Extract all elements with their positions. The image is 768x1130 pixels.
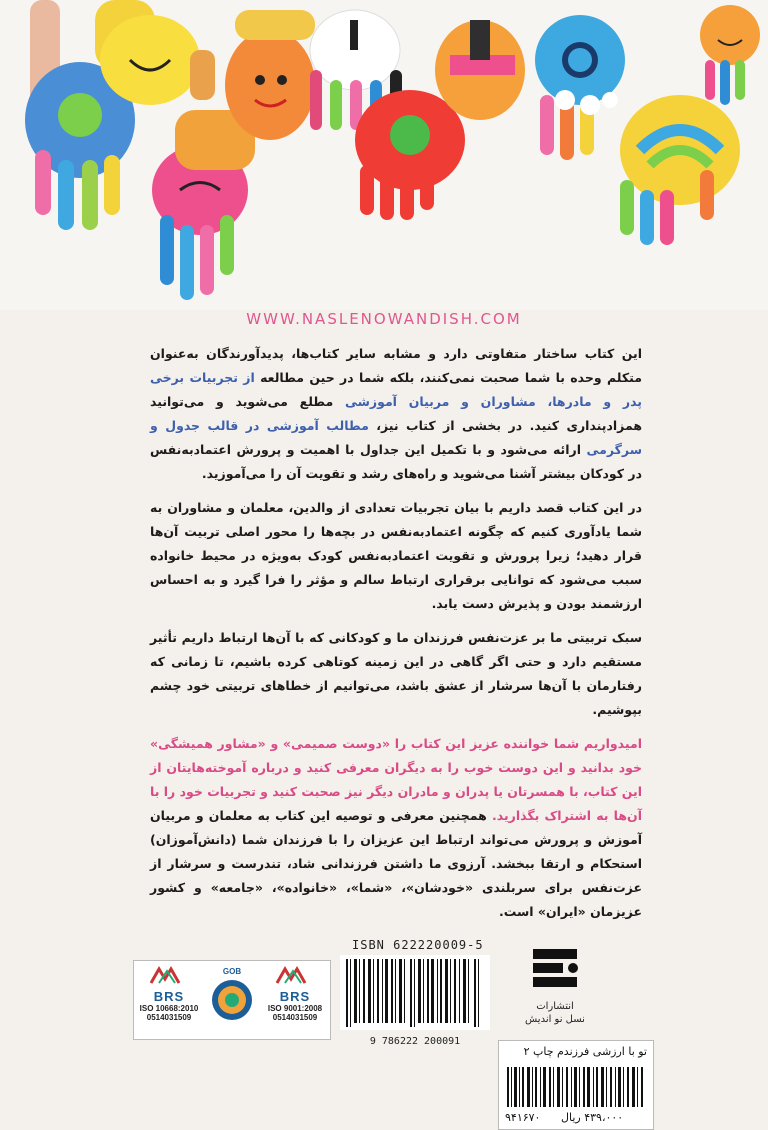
sticker-price: ۴۳۹،۰۰۰ ریال [561, 1111, 624, 1124]
price-sticker [498, 1040, 654, 1130]
p1-highlight-experiences: از تجربیات برخی پدر و مادرها، مشاوران و مربیان آموزشی [150, 370, 642, 409]
publisher-logo [505, 945, 605, 1045]
isbn-barcode [340, 955, 490, 1030]
paragraph-3: سبک تربیتی ما بر عزت‌نفس فرزندان ما و کودکانی که با آن‌ها ارتباط داریم تأثیر مستقیم دارد و حتی اگر گاهی در این زمینه کوتاهی کرده باشیم، تا زمانی که رفتارمان با آن‌ها سرشار از عشق باشد، می‌توانیم از خطاهای تربیتی خود چشم بپوشیم. [150, 630, 642, 717]
p4-text-b: همچنین معرفی و توصیه این کتاب به معلمان و مربیان آموزش و پرورش می‌تواند ارتباط این عزیزان را با فرزندان شما (دانش‌آموزان) استحکام و ارتقا ببخشد. آرزوی ما داشتن فرزندانی شاد، تندرست و سرشار از عزت‌نفس برای سربلندی «خودشان»، «شما»، «خانواده»، «جامعه» و کشور عزیزمان «ایران» است. [150, 808, 642, 919]
publisher-line-1: انتشارات [536, 1001, 574, 1012]
cert-gob-middle [204, 961, 260, 1039]
cert-left-number: 0514031509 [146, 1013, 192, 1022]
gob-seal-icon [210, 978, 254, 1022]
website-url[interactable]: WWW.NASLENOWANDISH.COM [246, 310, 522, 328]
hand-orange-face [225, 10, 315, 140]
publisher-line-2: نسل نو اندیش [525, 1014, 585, 1025]
cert-brs-left [138, 961, 200, 1039]
hand-multicolor [435, 20, 525, 120]
painted-hands-illustration [0, 0, 768, 310]
isbn-label: ISBN 622220009-5 [352, 938, 484, 952]
cert-brs-right [264, 961, 326, 1039]
paragraph-1 [150, 342, 642, 486]
sticker-book-title: تو با ارزشی فرزندم چاپ ۲ [523, 1045, 647, 1058]
brs-logo-icon [149, 965, 189, 985]
p1-text-a: این کتاب ساختار متفاوتی دارد و مشابه سایر کتاب‌ها، پدیدآورندگان به‌عنوان متکلم وحده با شما صحبت نمی‌کنند، بلکه شما در حین مطالعه [150, 346, 642, 385]
cert-right-number: 0514031509 [272, 1013, 318, 1022]
paragraph-2: در این کتاب قصد داریم با بیان تجربیات تعدادی از والدین، معلمان و مشاوران به شما یادآوری کنیم که چگونه اعتمادبه‌نفس در بچه‌ها را محور اصلی تربیت آن‌ها قرار دهید؛ زیرا پرورش و تقویت اعتمادبه‌نفس کودک به‌ویژه در محیط خانواده سبب می‌شود که توانایی برقراری ارتباط سالم و مؤثر را فرا گیرد و به احساس ارزشمند بودن و پذیرش دست یابد. [150, 500, 642, 611]
brs-logo-icon [275, 965, 315, 985]
sticker-barcode [505, 1067, 647, 1107]
cert-right-brand: BRS [279, 989, 311, 1004]
publisher-emblem-icon [525, 945, 585, 995]
barcode-digits: 9 786222 200091 [369, 1036, 461, 1047]
paragraph-4 [150, 732, 642, 924]
sticker-code: ۹۴۱۶۷۰ [505, 1111, 541, 1124]
cert-middle-brand: GOB [222, 967, 242, 976]
cert-left-brand: BRS [153, 989, 185, 1004]
p1-highlight-tables: مطالب آموزشی در قالب جدول و سرگرمی [150, 418, 642, 457]
certificates-panel [133, 960, 331, 1040]
p1-text-e: ارائه می‌شود و با تکمیل این جداول با اهمیت و پرورش اعتمادبه‌نفس در کودکان بیشتر آشنا می‌شوید و راه‌های رشد و تقویت آن را می‌آموزید. [150, 442, 642, 481]
cert-left-iso: ISO 10668:2010 [139, 1004, 199, 1013]
cert-right-iso: ISO 9001:2008 [267, 1004, 323, 1013]
p4-highlight: امیدواریم شما خواننده عزیز این کتاب را «دوست صمیمی» و «مشاور همیشگی» خود بدانید و این دوست خوب را به دیگران معرفی کنید و درباره آموخته‌هایتان از این کتاب، با همسرتان یا پدران و مادران دیگر نیز صحبت کنید و تجربیات خود را با آن‌ها به اشتراک بگذارید. [150, 736, 642, 823]
p1-text-c: مطلع می‌شوید و می‌توانید همزادپنداری کنید. در بخشی از کتاب نیز، [150, 394, 642, 433]
back-cover-description [150, 342, 642, 934]
